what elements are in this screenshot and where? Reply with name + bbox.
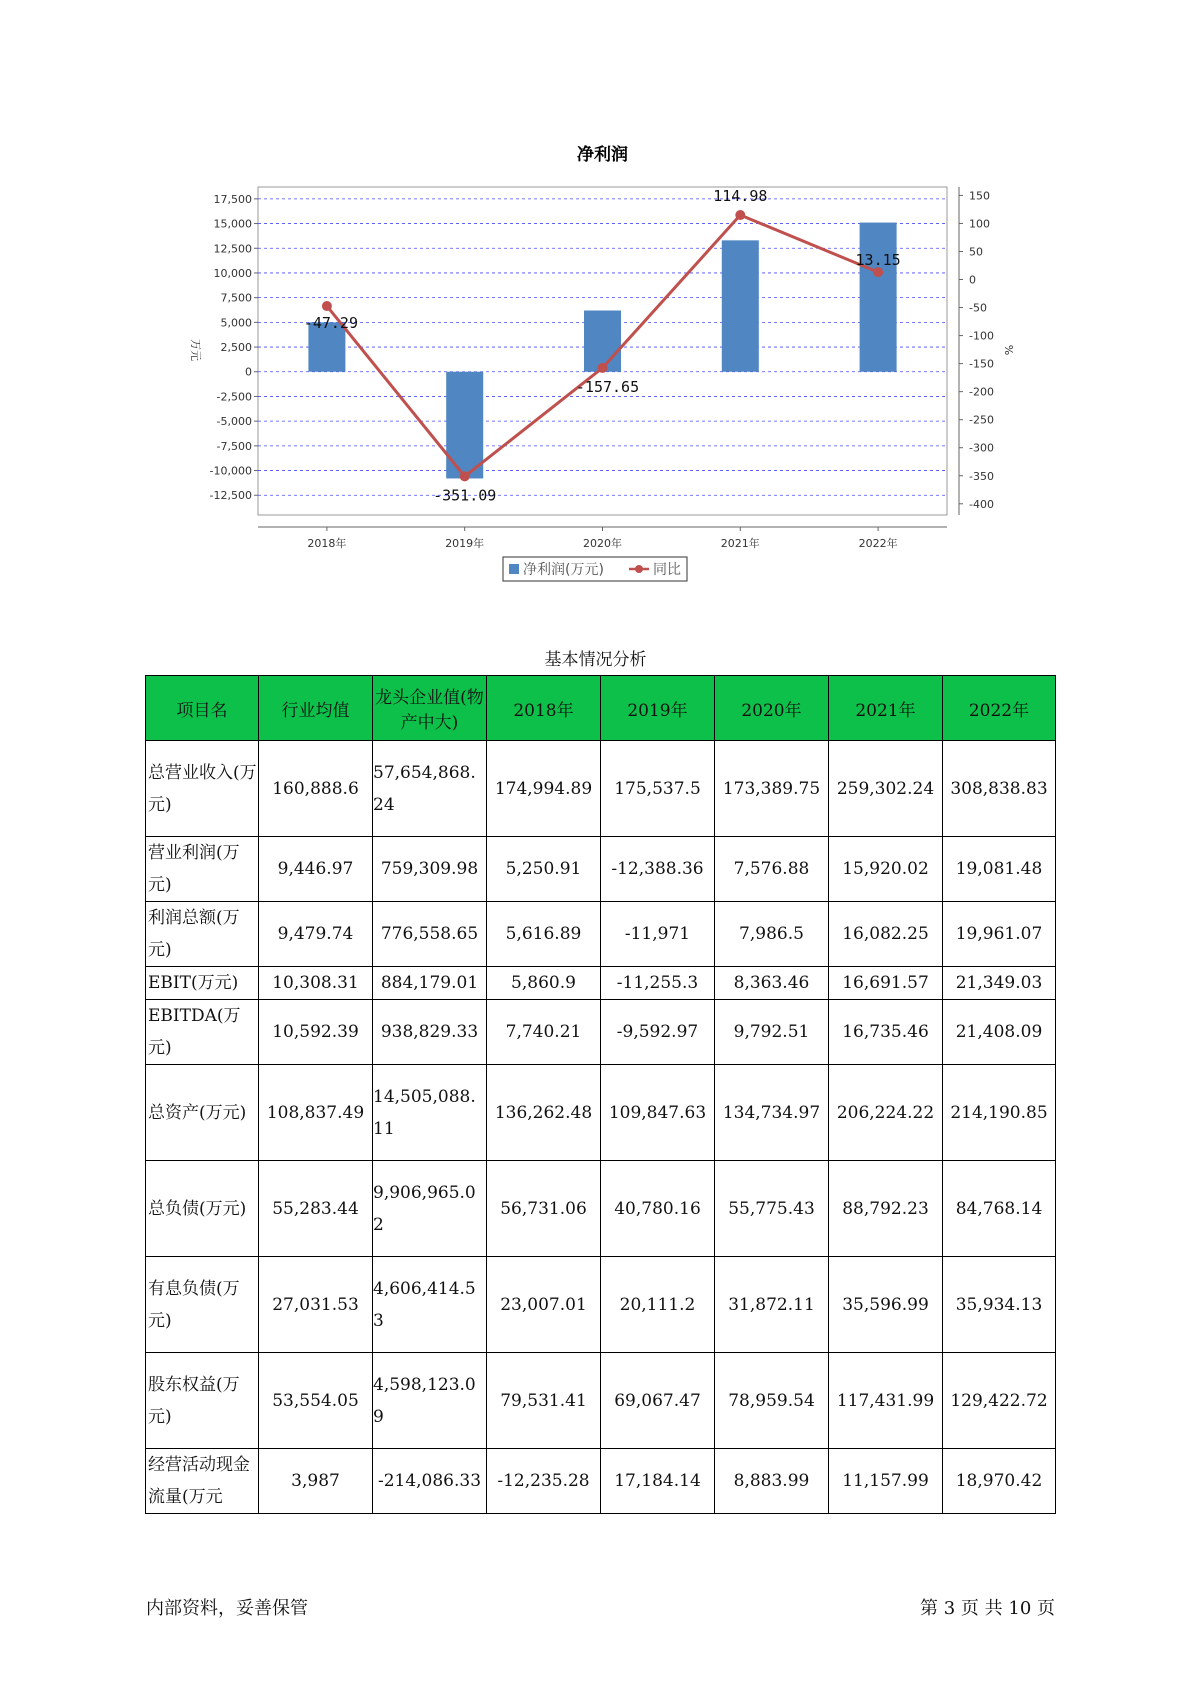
value-cell: 7,740.21 [487,1000,601,1065]
value-cell: -11,255.3 [601,967,715,1000]
value-cell: 19,961.07 [943,902,1056,967]
y-right-tick-label: -150 [969,357,994,371]
y-right-tick-label: -50 [969,301,987,315]
value-cell: 259,302.24 [829,741,943,837]
value-cell: 18,970.42 [943,1449,1056,1514]
value-cell: 15,920.02 [829,837,943,902]
y-right-axis-label: % [1002,344,1015,356]
value-cell: 57,654,868.24 [373,741,487,837]
row-label-cell: 总资产(万元) [146,1065,259,1161]
value-cell: 84,768.14 [943,1161,1056,1257]
value-cell: 3,987 [259,1449,373,1514]
legend-label-bar: 净利润(万元) [523,562,604,578]
value-cell: 9,906,965.02 [373,1161,487,1257]
value-cell: 10,308.31 [259,967,373,1000]
header-cell: 2018年 [487,676,601,741]
value-cell: 174,994.89 [487,741,601,837]
value-cell: 160,888.6 [259,741,373,837]
data-label-yoy: -351.09 [433,486,497,505]
y-left-tick-label: -2,500 [216,390,252,404]
y-right-tick-label: 150 [969,189,990,203]
value-cell: 8,883.99 [715,1449,829,1514]
value-cell: 21,408.09 [943,1000,1056,1065]
y-left-tick-label: 10,000 [213,266,252,280]
row-label-cell: 有息负债(万元) [146,1257,259,1353]
y-left-tick-label: 0 [245,365,252,379]
y-right-tick-label: 0 [969,273,976,287]
row-label-cell: 总营业收入(万元) [146,741,259,837]
bar-net-profit [722,240,759,371]
value-cell: 16,735.46 [829,1000,943,1065]
value-cell: 175,537.5 [601,741,715,837]
table-caption: 基本情况分析 [544,650,647,670]
y-left-tick-label: 15,000 [213,217,252,231]
point-yoy [460,471,470,481]
value-cell: 938,829.33 [373,1000,487,1065]
value-cell: 78,959.54 [715,1353,829,1449]
value-cell: 173,389.75 [715,741,829,837]
value-cell: 136,262.48 [487,1065,601,1161]
value-cell: 20,111.2 [601,1257,715,1353]
value-cell: 35,596.99 [829,1257,943,1353]
value-cell: 53,554.05 [259,1353,373,1449]
y-left-tick-label: -7,500 [216,439,252,453]
legend-swatch-bar [509,564,519,574]
row-label-cell: EBITDA(万元) [146,1000,259,1065]
table-row [146,1065,1056,1161]
value-cell: 17,184.14 [601,1449,715,1514]
bar-net-profit [860,223,897,372]
value-cell: 759,309.98 [373,837,487,902]
table-row [146,1161,1056,1257]
table-row [146,1000,1056,1065]
table-header-row [146,676,1056,741]
footer-confidential-note: 内部资料，妥善保管 [146,1598,308,1619]
x-tick-label: 2018年 [307,537,347,550]
value-cell: -11,971 [601,902,715,967]
value-cell: -12,235.28 [487,1449,601,1514]
y-right-tick-label: -100 [969,329,994,343]
row-label-cell: EBIT(万元) [146,967,259,1000]
row-label-cell: 股东权益(万元) [146,1353,259,1449]
y-right-tick-label: -400 [969,497,994,511]
row-label-cell: 营业利润(万元) [146,837,259,902]
y-left-tick-label: -10,000 [209,464,252,478]
x-tick-label: 2021年 [720,537,760,550]
y-left-tick-label: 5,000 [220,316,252,330]
legend-label-yoy: 同比 [653,562,681,578]
bar-net-profit [584,310,621,371]
table-row [146,1449,1056,1514]
y-left-tick-label: -5,000 [216,415,252,429]
y-right-tick-label: 100 [969,217,990,231]
header-cell: 项目名 [146,676,259,741]
value-cell: 14,505,088.11 [373,1065,487,1161]
footer-page-number: 第 3 页 共 10 页 [920,1598,1055,1619]
value-cell: -12,388.36 [601,837,715,902]
value-cell: 11,157.99 [829,1449,943,1514]
header-cell: 2020年 [715,676,829,741]
value-cell: 5,616.89 [487,902,601,967]
value-cell: 16,082.25 [829,902,943,967]
value-cell: 776,558.65 [373,902,487,967]
table-row [146,1257,1056,1353]
data-label-yoy: -157.65 [575,377,640,396]
data-label-yoy: 13.15 [855,251,901,270]
value-cell: 10,592.39 [259,1000,373,1065]
value-cell: 108,837.49 [259,1065,373,1161]
y-left-tick-label: -12,500 [209,489,252,503]
table-row [146,741,1056,837]
header-cell: 2019年 [601,676,715,741]
x-tick-label: 2019年 [445,537,485,550]
value-cell: 7,986.5 [715,902,829,967]
value-cell: -214,086.33 [373,1449,487,1514]
value-cell: 117,431.99 [829,1353,943,1449]
value-cell: 16,691.57 [829,967,943,1000]
header-cell: 2022年 [943,676,1056,741]
net-profit-chart [0,0,1191,620]
legend-marker-yoy [635,565,643,573]
value-cell: -9,592.97 [601,1000,715,1065]
value-cell: 4,598,123.09 [373,1353,487,1449]
value-cell: 8,363.46 [715,967,829,1000]
value-cell: 109,847.63 [601,1065,715,1161]
chart-title: 净利润 [577,145,628,165]
value-cell: 79,531.41 [487,1353,601,1449]
value-cell: 4,606,414.53 [373,1257,487,1353]
value-cell: 214,190.85 [943,1065,1056,1161]
y-right-tick-label: -200 [969,385,994,399]
data-label-yoy: 114.98 [713,187,768,206]
y-left-tick-label: 17,500 [213,192,252,206]
table-row [146,967,1056,1000]
value-cell: 55,775.43 [715,1161,829,1257]
y-left-tick-label: 2,500 [220,341,252,355]
y-left-tick-label: 7,500 [220,291,252,305]
value-cell: 884,179.01 [373,967,487,1000]
x-tick-label: 2022年 [858,537,898,550]
point-yoy [322,301,332,311]
value-cell: 9,792.51 [715,1000,829,1065]
point-yoy [735,210,745,220]
value-cell: 19,081.48 [943,837,1056,902]
value-cell: 206,224.22 [829,1065,943,1161]
value-cell: 56,731.06 [487,1161,601,1257]
data-label-yoy: -47.29 [303,314,358,333]
value-cell: 9,479.74 [259,902,373,967]
x-tick-label: 2020年 [583,537,622,550]
basic-analysis-table [145,675,1056,1514]
value-cell: 23,007.01 [487,1257,601,1353]
value-cell: 31,872.11 [715,1257,829,1353]
row-label-cell: 经营活动现金流量(万元 [146,1449,259,1514]
y-right-tick-label: 50 [969,245,983,259]
header-cell: 2021年 [829,676,943,741]
value-cell: 21,349.03 [943,967,1056,1000]
value-cell: 5,860.9 [487,967,601,1000]
value-cell: 9,446.97 [259,837,373,902]
value-cell: 88,792.23 [829,1161,943,1257]
table-row [146,902,1056,967]
value-cell: 308,838.83 [943,741,1056,837]
table-row [146,837,1056,902]
y-right-tick-label: -250 [969,413,994,427]
value-cell: 40,780.16 [601,1161,715,1257]
y-right-tick-label: -350 [969,469,994,483]
value-cell: 27,031.53 [259,1257,373,1353]
value-cell: 134,734.97 [715,1065,829,1161]
value-cell: 69,067.47 [601,1353,715,1449]
header-cell: 龙头企业值(物产中大) [373,676,487,741]
row-label-cell: 利润总额(万元) [146,902,259,967]
value-cell: 35,934.13 [943,1257,1056,1353]
value-cell: 129,422.72 [943,1353,1056,1449]
y-left-axis-label: 万元 [189,339,202,361]
table-row [146,1353,1056,1449]
value-cell: 55,283.44 [259,1161,373,1257]
point-yoy [598,363,608,373]
y-left-tick-label: 12,500 [213,242,252,256]
header-cell: 行业均值 [259,676,373,741]
table-body [146,741,1056,1514]
row-label-cell: 总负债(万元) [146,1161,259,1257]
value-cell: 7,576.88 [715,837,829,902]
y-right-tick-label: -300 [969,441,994,455]
value-cell: 5,250.91 [487,837,601,902]
